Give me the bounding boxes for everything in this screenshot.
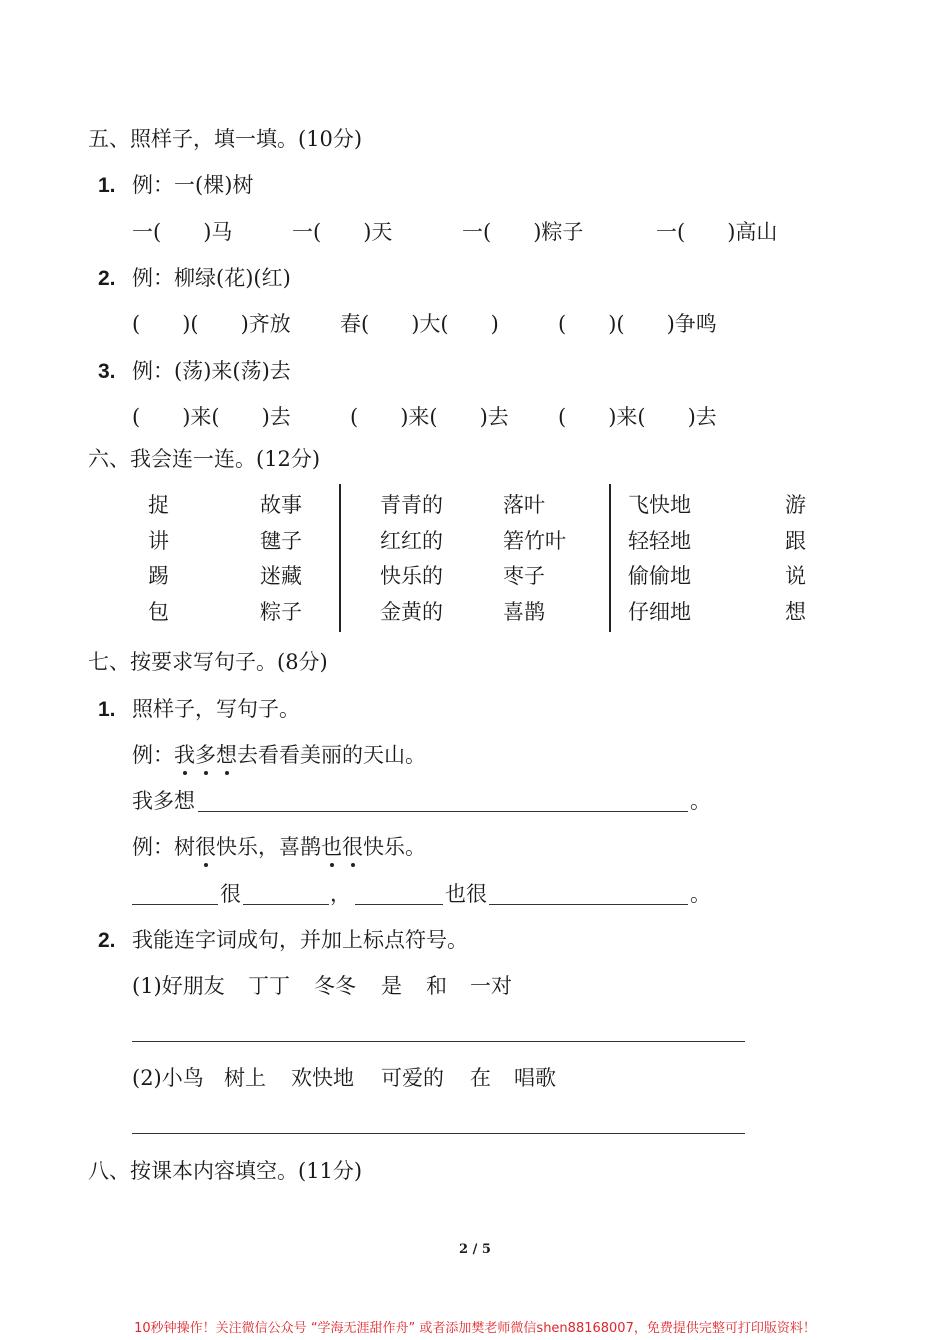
q1-item-2: 一( )天 [292, 220, 393, 244]
g3-right-2: 跟 [785, 529, 806, 553]
g2-left-1: 青青的 [380, 493, 443, 517]
dotted-char: 也 [321, 835, 342, 859]
g2-left-3: 快乐的 [380, 564, 443, 588]
answer-word-hen: 很 [220, 882, 241, 906]
g1-left-1: 捉 [148, 493, 169, 517]
word-2-4: 可爱的 [381, 1066, 444, 1090]
s7-q1-text: 照样子，写句子。 [132, 697, 300, 721]
q3-number: 3. [98, 360, 116, 383]
q1-number: 1. [98, 174, 116, 197]
g1-right-2: 毽子 [260, 529, 302, 553]
section-8-title: 八、按课本内容填空。(11分) [88, 1159, 363, 1183]
word-1-1: (1)好朋友 [132, 974, 225, 998]
q1-item-3: 一( )粽子 [462, 220, 584, 244]
q2-item-2: 春( )大( ) [340, 312, 499, 336]
answer-line[interactable] [132, 1041, 745, 1042]
g3-left-4: 仔细地 [628, 600, 691, 624]
g2-left-2: 红红的 [380, 529, 443, 553]
divider-2 [609, 484, 611, 632]
g3-right-4: 想 [785, 600, 806, 624]
g1-left-3: 踢 [148, 564, 169, 588]
s7-q2-text: 我能连字词成句，并加上标点符号。 [132, 928, 468, 952]
g2-left-4: 金黄的 [380, 600, 443, 624]
dotted-char: 我 [174, 743, 195, 767]
example-prefix: 例： [132, 743, 174, 767]
word-2-6: 唱歌 [514, 1066, 556, 1090]
q2-item-3: ( )( )争鸣 [558, 312, 717, 336]
s7-q2-number: 2. [98, 929, 116, 952]
s7-q1-number: 1. [98, 698, 116, 721]
word-2-2: 树上 [224, 1066, 266, 1090]
q2-item-1: ( )( )齐放 [132, 312, 291, 336]
answer-blank[interactable] [489, 904, 688, 905]
q3-item-2: ( )来( )去 [350, 405, 509, 429]
g1-right-3: 迷藏 [260, 564, 302, 588]
g3-left-1: 飞快地 [628, 493, 691, 517]
word-1-3: 冬冬 [314, 974, 356, 998]
g2-right-2: 箬竹叶 [503, 529, 566, 553]
q1-item-1: 一( )马 [132, 220, 233, 244]
word-1-6: 一对 [470, 974, 512, 998]
answer-line[interactable] [132, 1133, 745, 1134]
g3-right-3: 说 [785, 564, 806, 588]
divider-1 [339, 484, 341, 632]
answer-blank[interactable] [198, 811, 688, 812]
word-2-3: 欢快地 [291, 1066, 354, 1090]
word-1-4: 是 [381, 974, 402, 998]
q2-example: 例：柳绿(花)(红) [132, 266, 291, 290]
g2-right-1: 落叶 [503, 493, 545, 517]
g1-right-4: 粽子 [260, 600, 302, 624]
example-rest: 快乐。 [363, 835, 426, 859]
answer-blank[interactable] [355, 904, 443, 905]
answer-blank[interactable] [243, 904, 329, 905]
g1-right-1: 故事 [260, 493, 302, 517]
answer-end-1: 。 [690, 789, 711, 813]
g3-left-2: 轻轻地 [628, 529, 691, 553]
dotted-char: 很 [195, 835, 216, 859]
dotted-char: 很 [342, 835, 363, 859]
q3-example: 例：(荡)来(荡)去 [132, 359, 291, 383]
word-2-5: 在 [470, 1066, 491, 1090]
g2-right-4: 喜鹊 [503, 600, 545, 624]
g1-left-2: 讲 [148, 529, 169, 553]
g3-right-1: 游 [785, 493, 806, 517]
page-number: 2 / 5 [459, 1242, 491, 1257]
section-7-title: 七、按要求写句子。(8分) [88, 650, 328, 674]
g2-right-3: 枣子 [503, 564, 545, 588]
example-rest: 去看看美丽的天山。 [237, 743, 426, 767]
section-5-title: 五、照样子，填一填。(10分) [88, 127, 363, 151]
q2-number: 2. [98, 267, 116, 290]
word-2-1: (2)小鸟 [132, 1066, 204, 1090]
answer-blank[interactable] [132, 904, 218, 905]
footer-notice: 10秒钟操作！关注微信公众号 “学海无涯甜作舟” 或者添加樊老师微信shen88168007，免费提供完整可打印版资料！ [134, 1321, 816, 1336]
q1-item-4: 一( )高山 [656, 220, 778, 244]
g3-left-3: 偷偷地 [628, 564, 691, 588]
answer-prefix-1: 我多想 [132, 789, 195, 813]
answer-end-2: 。 [690, 882, 711, 906]
dotted-char: 想 [216, 743, 237, 767]
example-sentence-2 [132, 837, 426, 858]
q3-item-3: ( )来( )去 [558, 405, 717, 429]
answer-word-yehen: 也很 [445, 882, 487, 906]
section-6-title: 六、我会连一连。(12分) [88, 447, 321, 471]
q3-item-1: ( )来( )去 [132, 405, 291, 429]
example-prefix: 例：树 [132, 835, 195, 859]
dotted-char: 多 [195, 743, 216, 767]
word-1-5: 和 [426, 974, 447, 998]
example-middle: 快乐，喜鹊 [216, 835, 321, 859]
answer-comma: ， [330, 882, 351, 906]
g1-left-4: 包 [148, 600, 169, 624]
example-sentence-1 [132, 745, 426, 766]
q1-example: 例：一(棵)树 [132, 173, 254, 197]
word-1-2: 丁丁 [248, 974, 290, 998]
